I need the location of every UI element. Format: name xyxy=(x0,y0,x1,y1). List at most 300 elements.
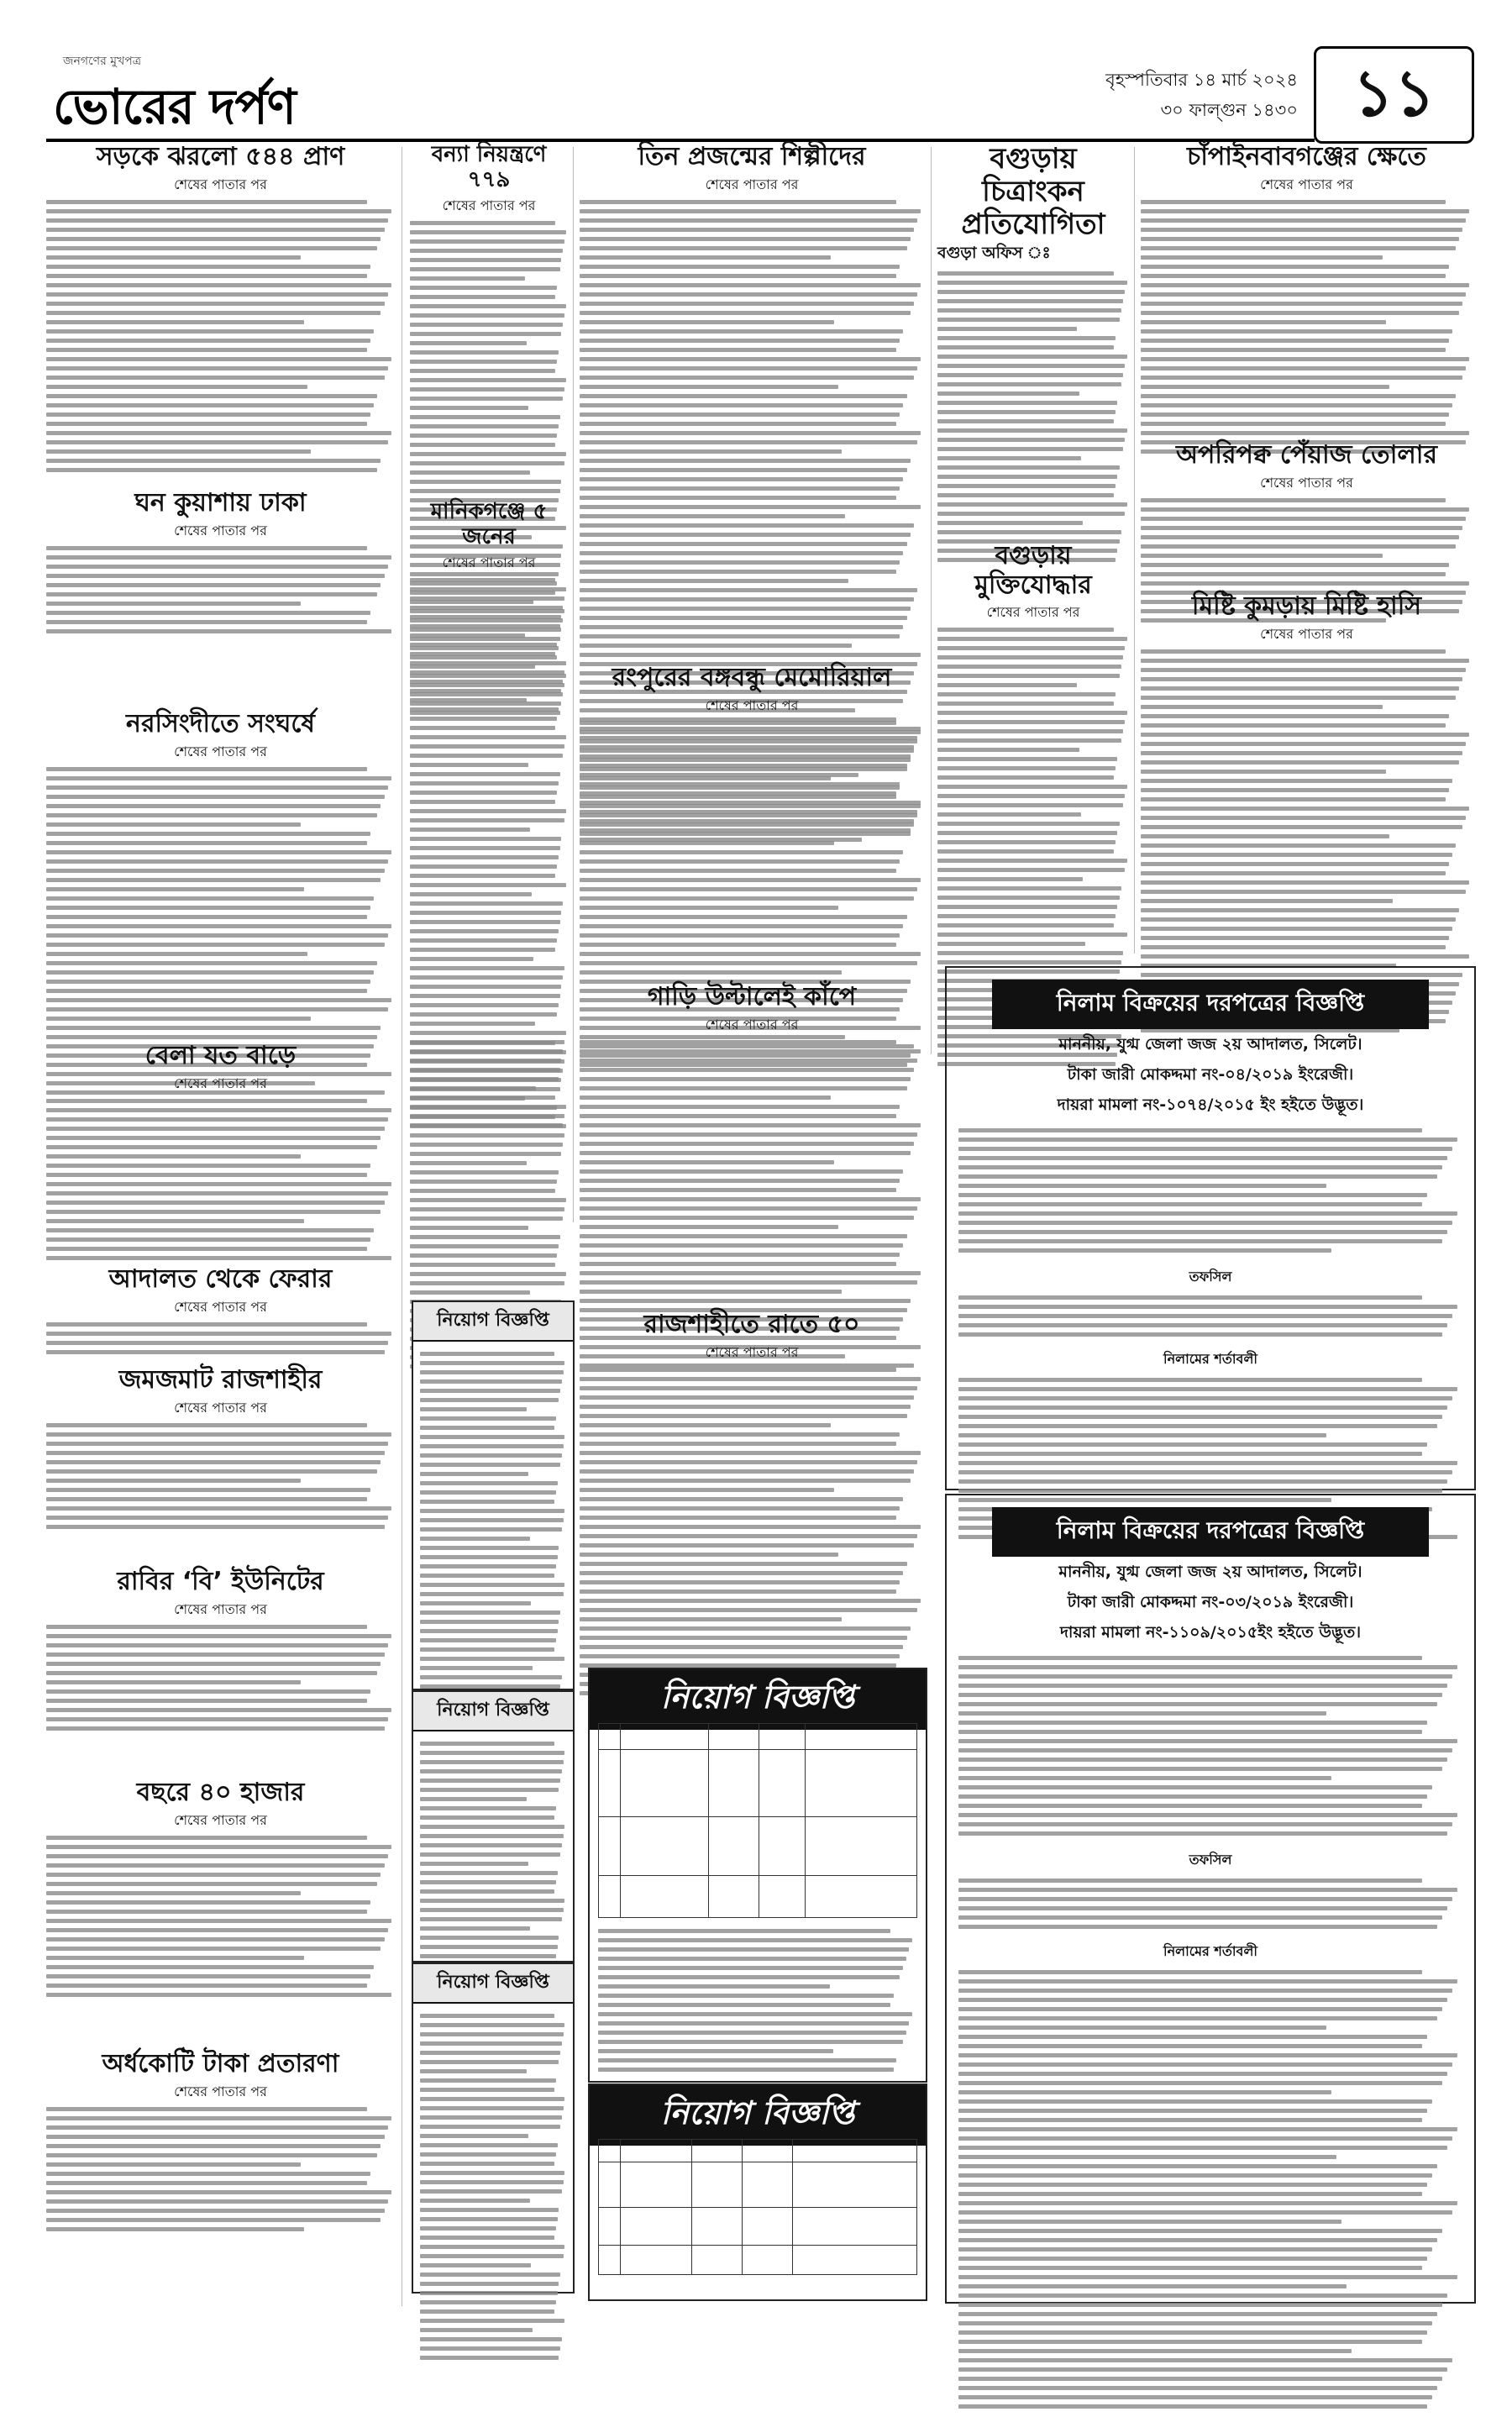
headline: জমজমাট রাজশাহীর xyxy=(118,1365,323,1395)
text-line xyxy=(1141,917,1456,922)
text-line xyxy=(937,521,1083,525)
text-line xyxy=(937,401,1117,405)
text-line xyxy=(580,542,907,546)
text-line xyxy=(958,1897,1452,1901)
text-line xyxy=(580,813,917,817)
byline: বগুড়া অফিস ঃ xyxy=(937,244,1051,263)
text-line xyxy=(420,1610,560,1615)
story-narsingdi xyxy=(46,710,395,1012)
continued-note: শেষের পাতার পর xyxy=(1260,625,1353,642)
text-line xyxy=(46,1497,367,1501)
text-line xyxy=(410,744,564,749)
text-line xyxy=(1141,714,1449,718)
text-line xyxy=(1141,329,1452,334)
text-line xyxy=(410,387,564,391)
terms-body xyxy=(947,1967,1474,2417)
text-line xyxy=(580,523,914,528)
text-line xyxy=(410,1198,566,1202)
text-line xyxy=(958,1147,1452,1151)
text-line xyxy=(958,1323,1447,1327)
text-line xyxy=(46,1984,367,1988)
text-line xyxy=(46,1017,311,1021)
text-line xyxy=(580,468,907,472)
text-line xyxy=(958,2164,1437,2168)
schedule-heading: তফসিল xyxy=(1189,1269,1232,1285)
text-line xyxy=(580,1626,911,1631)
text-line xyxy=(420,1361,564,1365)
text-line xyxy=(46,1937,385,1941)
headline: বছরে ৪০ হাজার xyxy=(136,1778,305,1807)
text-line xyxy=(580,1169,903,1174)
text-line xyxy=(420,2273,560,2277)
text-line xyxy=(580,1451,921,1455)
text-line xyxy=(420,1426,554,1430)
text-line xyxy=(46,1099,367,1103)
text-line xyxy=(1141,899,1393,903)
text-line xyxy=(580,265,900,269)
body-text xyxy=(46,1836,395,1997)
text-line xyxy=(46,1662,381,1666)
text-line xyxy=(410,800,555,804)
headline: রাবির ‘বি’ ইউনিটের xyxy=(117,1567,324,1596)
text-line xyxy=(410,1106,557,1110)
text-line xyxy=(1141,422,1446,426)
notice-body xyxy=(598,1929,916,2077)
text-line xyxy=(580,246,907,250)
text-line xyxy=(958,1702,1437,1706)
text-line xyxy=(937,877,1083,881)
text-line xyxy=(46,1423,367,1427)
text-line xyxy=(580,1096,831,1100)
text-line xyxy=(46,218,388,223)
text-line xyxy=(937,905,1117,909)
body-text xyxy=(1141,200,1473,454)
text-line xyxy=(580,776,831,780)
text-line xyxy=(46,1228,374,1232)
text-line xyxy=(958,2118,1422,2122)
text-line xyxy=(420,2189,562,2194)
text-line xyxy=(958,1998,1447,2002)
text-line xyxy=(420,2291,558,2295)
text-line xyxy=(580,1636,907,1640)
text-line xyxy=(1141,237,1459,241)
text-line xyxy=(958,2183,1427,2187)
text-line xyxy=(410,606,563,610)
notice-title: নিলাম বিক্রয়ের দরপত্রের বিজ্ঞপ্তি xyxy=(992,980,1429,1029)
text-line xyxy=(958,2367,1447,2372)
text-line xyxy=(1141,385,1389,389)
text-line xyxy=(410,369,555,373)
text-line xyxy=(598,2040,903,2044)
text-line xyxy=(958,2155,1336,2159)
text-line xyxy=(580,1469,914,1474)
text-line xyxy=(958,2090,1331,2094)
text-line xyxy=(580,758,911,762)
text-line xyxy=(420,1908,564,1912)
text-line xyxy=(410,1207,564,1211)
text-line xyxy=(1141,825,1462,829)
text-line xyxy=(420,1852,560,1857)
text-line xyxy=(580,924,903,928)
text-line xyxy=(937,803,1123,807)
text-line xyxy=(937,896,1120,900)
text-line xyxy=(410,1290,530,1295)
text-line xyxy=(46,1469,377,1474)
text-line xyxy=(580,320,834,324)
text-line xyxy=(937,831,1117,835)
continued-note: শেষের পাতার পর xyxy=(705,696,799,713)
text-line xyxy=(410,1216,563,1221)
text-line xyxy=(1141,945,1446,949)
text-line xyxy=(937,812,1081,817)
text-line xyxy=(420,2328,533,2332)
text-line xyxy=(580,588,917,592)
text-line xyxy=(410,313,564,318)
text-line xyxy=(410,957,533,961)
text-line xyxy=(580,653,921,657)
text-line xyxy=(580,560,900,565)
text-line xyxy=(46,1127,385,1131)
story-rangpur-memorial xyxy=(580,664,924,1017)
text-line xyxy=(46,1516,388,1520)
text-line xyxy=(937,318,1120,322)
text-line xyxy=(46,1928,388,1932)
text-line xyxy=(958,1378,1422,1382)
text-line xyxy=(958,1433,1326,1437)
text-line xyxy=(410,670,564,675)
body-text xyxy=(46,200,395,472)
text-line xyxy=(580,1608,917,1612)
schedule-body xyxy=(947,1875,1474,1937)
text-line xyxy=(420,1797,527,1801)
text-line xyxy=(410,929,559,933)
text-line xyxy=(410,1003,559,1007)
text-line xyxy=(46,1442,388,1446)
text-line xyxy=(937,419,1114,423)
text-line xyxy=(46,2190,391,2194)
text-line xyxy=(580,1386,917,1390)
text-line xyxy=(937,942,1085,946)
text-line xyxy=(46,1479,301,1483)
text-line xyxy=(958,1970,1422,1974)
text-line xyxy=(410,1041,555,1045)
text-line xyxy=(580,496,896,500)
text-line xyxy=(410,1152,561,1156)
text-line xyxy=(1141,431,1469,435)
text-line xyxy=(46,2125,388,2130)
text-line xyxy=(580,1488,834,1492)
text-line xyxy=(1141,357,1469,361)
text-line xyxy=(410,406,528,410)
text-line xyxy=(598,1994,894,1998)
text-line xyxy=(420,1389,560,1393)
text-line xyxy=(46,274,367,278)
text-line xyxy=(958,1979,1457,1984)
text-line xyxy=(580,422,896,426)
text-line xyxy=(580,255,831,260)
text-line xyxy=(958,1748,1452,1752)
body-text xyxy=(46,1423,395,1529)
text-line xyxy=(958,1406,1447,1410)
text-line xyxy=(580,486,900,491)
text-line xyxy=(958,1711,1326,1716)
text-line xyxy=(1141,779,1452,783)
continued-note: শেষের পাতার পর xyxy=(705,1343,799,1360)
story-bogura-freedom-fighter xyxy=(937,542,1129,962)
text-line xyxy=(958,2386,1437,2390)
text-line xyxy=(46,357,391,361)
text-line xyxy=(937,683,1077,687)
text-line xyxy=(937,914,1116,918)
text-line xyxy=(1141,871,1446,875)
text-line xyxy=(420,2236,554,2240)
text-line xyxy=(580,1086,907,1090)
text-line xyxy=(958,1684,1447,1688)
text-line xyxy=(410,304,566,308)
text-line xyxy=(958,1415,1442,1419)
text-line xyxy=(46,1488,370,1492)
text-line xyxy=(420,2125,560,2129)
text-line xyxy=(958,2247,1432,2251)
text-line xyxy=(580,200,896,204)
text-line xyxy=(410,846,560,850)
text-line xyxy=(410,948,555,952)
text-line xyxy=(420,1592,564,1596)
text-line xyxy=(580,1405,911,1409)
logo-tagline: জনগণের মুখপত্র xyxy=(63,55,142,68)
text-line xyxy=(46,1237,370,1242)
text-line xyxy=(580,1160,834,1164)
text-line xyxy=(958,2053,1457,2057)
text-line xyxy=(410,1124,566,1128)
text-line xyxy=(937,355,1127,359)
text-line xyxy=(937,775,1114,780)
story-car-overturn xyxy=(580,983,924,1336)
text-line xyxy=(420,1675,562,1679)
text-line xyxy=(46,1900,370,1905)
story-onion xyxy=(1141,441,1473,609)
text-line xyxy=(580,961,917,965)
text-line xyxy=(1141,320,1386,324)
text-line xyxy=(46,915,367,919)
text-line xyxy=(410,994,560,998)
text-line xyxy=(46,2107,367,2111)
text-line xyxy=(580,1645,903,1649)
text-line xyxy=(958,2220,1341,2224)
text-line xyxy=(958,1915,1442,1920)
text-line xyxy=(580,570,896,574)
headline: রংপুরের বঙ্গবন্ধু মেমোরিয়াল xyxy=(612,663,892,692)
text-line xyxy=(1141,348,1446,352)
text-line xyxy=(580,403,903,407)
text-line xyxy=(580,431,921,435)
text-line xyxy=(937,628,1114,632)
text-line xyxy=(1141,581,1469,586)
text-line xyxy=(420,1769,562,1773)
text-line xyxy=(958,1442,1427,1447)
text-line xyxy=(46,878,381,882)
text-line xyxy=(46,1836,367,1840)
text-line xyxy=(937,484,1116,488)
text-line xyxy=(580,1206,917,1211)
text-line xyxy=(410,874,555,878)
text-line xyxy=(580,218,917,223)
headline: মিষ্টি কুমড়ায় মিষ্টি হাসি xyxy=(1191,591,1422,621)
text-line xyxy=(46,1108,391,1112)
text-line xyxy=(420,1453,562,1458)
text-line xyxy=(598,1957,906,1961)
text-line xyxy=(410,661,566,665)
text-line xyxy=(46,2227,304,2231)
text-line xyxy=(46,555,391,560)
text-line xyxy=(1141,890,1466,894)
text-line xyxy=(46,302,385,306)
text-line xyxy=(410,754,563,758)
text-line xyxy=(420,2032,564,2036)
text-line xyxy=(410,489,560,493)
text-line xyxy=(46,2172,370,2176)
text-line xyxy=(937,886,1121,891)
notice-title: নিয়োগ বিজ্ঞপ্তি xyxy=(413,1692,573,1731)
text-line xyxy=(1141,723,1446,728)
notice-title: নিয়োগ বিজ্ঞপ্তি xyxy=(413,1964,573,2004)
text-line xyxy=(420,1416,556,1421)
text-line xyxy=(410,433,557,438)
text-line xyxy=(958,1721,1427,1725)
text-line xyxy=(420,2014,554,2018)
text-line xyxy=(420,1527,562,1532)
text-line xyxy=(958,1452,1422,1456)
text-line xyxy=(580,440,917,444)
text-line xyxy=(580,607,911,611)
text-line xyxy=(46,376,385,380)
text-line xyxy=(580,1225,838,1229)
text-line xyxy=(420,1862,528,1866)
text-line xyxy=(410,1059,564,1064)
text-line xyxy=(580,412,900,417)
text-line xyxy=(46,1708,391,1712)
text-line xyxy=(958,1767,1442,1771)
logo-wordmark: ভোরের দর্পণ xyxy=(53,78,296,135)
text-line xyxy=(420,2143,558,2147)
text-line xyxy=(958,1387,1457,1391)
job-notice-3 xyxy=(412,1962,575,2294)
text-line xyxy=(1141,274,1446,278)
text-line xyxy=(937,868,1125,872)
text-line xyxy=(420,2208,559,2212)
text-line xyxy=(1141,696,1456,700)
text-line xyxy=(598,2068,894,2072)
text-line xyxy=(958,1693,1442,1697)
text-line xyxy=(958,2146,1447,2150)
text-line xyxy=(958,1193,1427,1197)
text-line xyxy=(958,1785,1432,1789)
text-line xyxy=(410,975,563,980)
text-line xyxy=(580,1460,917,1464)
text-line xyxy=(580,730,921,734)
text-line xyxy=(937,923,1114,927)
text-line xyxy=(937,281,1127,285)
text-line xyxy=(937,438,1125,442)
body-text xyxy=(937,271,1129,562)
text-line xyxy=(46,822,301,827)
headline: বগুড়ায় মুক্তিযোদ্ধার xyxy=(974,541,1092,600)
case-origin: দায়রা মামলা নং-১১০৯/২০১৫ইং হইতে উদ্ভূত। xyxy=(1059,1623,1362,1642)
text-line xyxy=(958,2349,1352,2353)
text-line xyxy=(46,1432,391,1437)
text-line xyxy=(937,701,1114,706)
text-line xyxy=(1141,807,1469,811)
text-line xyxy=(410,837,561,841)
text-line xyxy=(410,332,561,336)
notice-title: নিলাম বিক্রয়ের দরপত্রের বিজ্ঞপ্তি xyxy=(992,1507,1429,1557)
text-line xyxy=(410,938,557,943)
text-line xyxy=(1141,535,1459,539)
text-line xyxy=(420,1370,564,1374)
text-line xyxy=(46,329,374,334)
text-line xyxy=(937,757,1117,761)
text-line xyxy=(46,1863,385,1868)
text-line xyxy=(410,735,566,739)
text-line xyxy=(580,1216,914,1220)
schedule-heading: তফসিল xyxy=(1189,1852,1232,1868)
text-line xyxy=(410,443,555,447)
text-line xyxy=(1141,936,1449,940)
headline: চাঁপাইনবাবগঞ্জের ক্ষেতে xyxy=(1187,142,1426,171)
text-line xyxy=(958,1470,1452,1474)
text-line xyxy=(580,1123,921,1127)
text-line xyxy=(420,1825,564,1829)
text-line xyxy=(420,2217,558,2221)
text-line xyxy=(1141,376,1462,380)
text-line xyxy=(580,283,921,287)
text-line xyxy=(958,2266,1422,2270)
text-line xyxy=(937,447,1123,451)
continued-note: শেষের পাতার পর xyxy=(174,1399,267,1416)
text-line xyxy=(937,327,1077,331)
text-line xyxy=(410,892,532,896)
text-line xyxy=(580,1151,911,1155)
masthead xyxy=(46,46,1474,143)
text-line xyxy=(420,1379,562,1384)
story-rajshahi-night xyxy=(580,1311,924,1663)
text-line xyxy=(937,960,1121,964)
text-line xyxy=(958,1730,1422,1734)
text-line xyxy=(46,1634,391,1638)
text-line xyxy=(1141,760,1459,765)
headline: সড়কে ঝরলো ৫৪৪ প্রাণ xyxy=(96,142,345,171)
text-line xyxy=(46,283,391,287)
schedule-body xyxy=(947,1292,1474,1345)
text-line xyxy=(958,2330,1427,2335)
text-line xyxy=(420,1657,564,1661)
text-line xyxy=(958,2238,1437,2242)
text-line xyxy=(46,1154,301,1159)
text-line xyxy=(598,2058,896,2062)
text-line xyxy=(420,1407,527,1411)
text-line xyxy=(1141,283,1469,287)
text-line xyxy=(420,2069,527,2073)
text-line xyxy=(1141,853,1452,857)
text-line xyxy=(46,1219,304,1223)
text-line xyxy=(46,2135,385,2139)
notice-title: নিয়োগ বিজ্ঞপ্তি xyxy=(590,1669,926,1730)
text-line xyxy=(580,850,903,854)
text-line xyxy=(410,652,555,656)
text-line xyxy=(46,440,388,444)
text-line xyxy=(937,748,1079,752)
text-line xyxy=(420,2226,556,2230)
